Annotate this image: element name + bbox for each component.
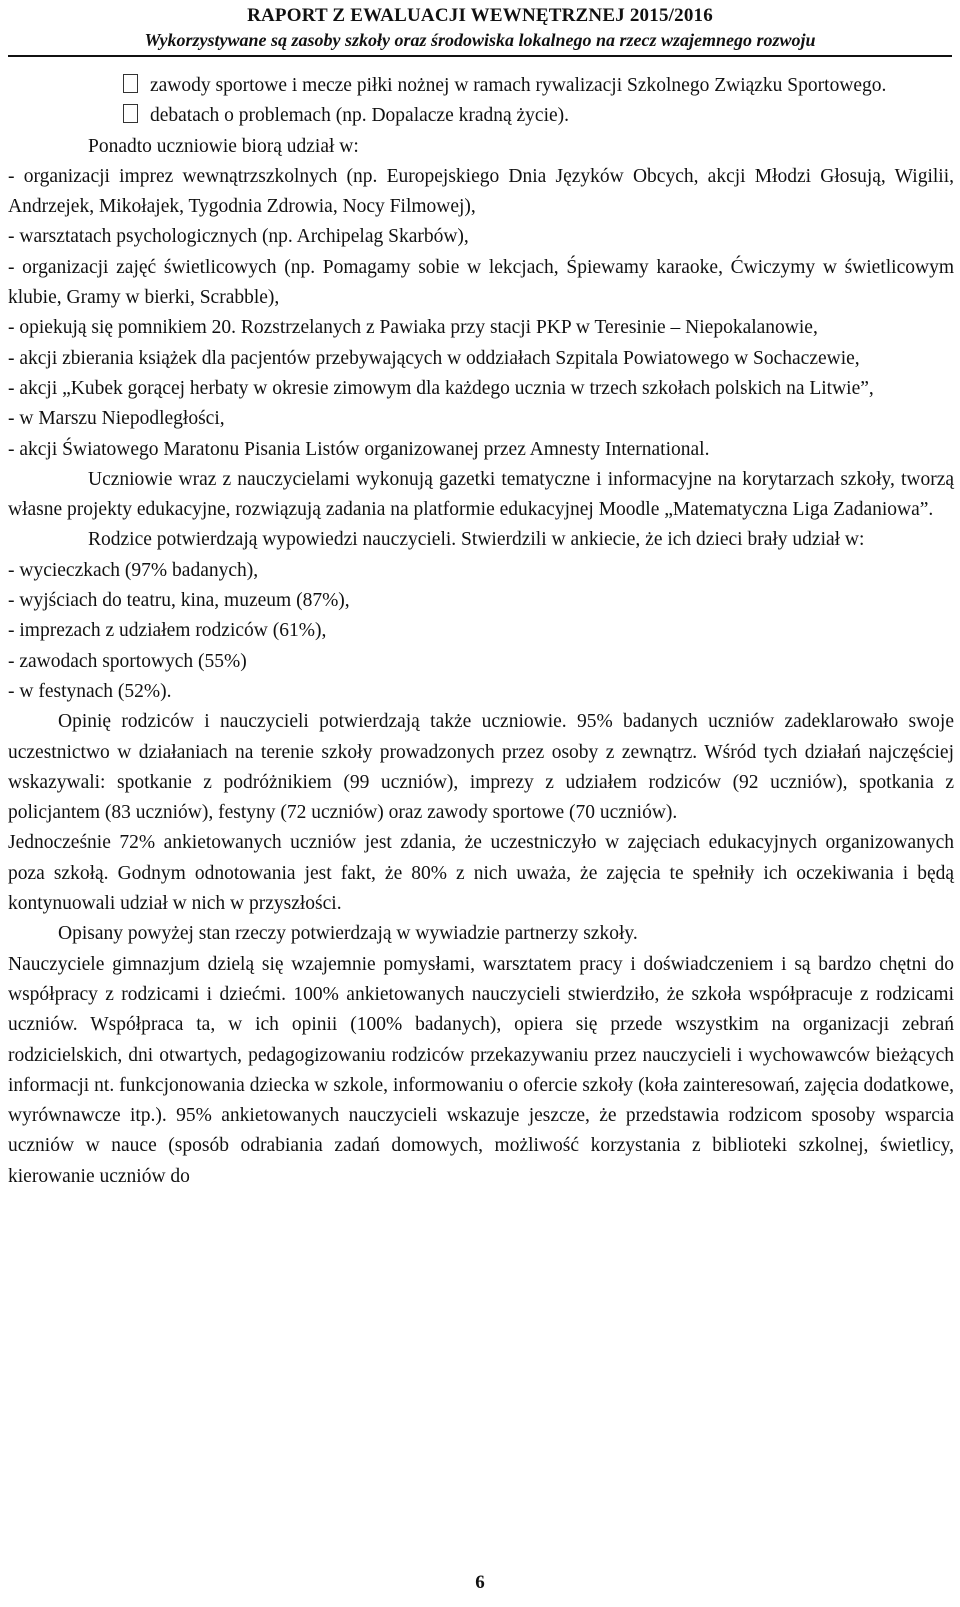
paragraph — [8, 132, 954, 162]
paragraph-text: - w festynach (52%). — [8, 680, 172, 702]
paragraph — [8, 374, 954, 404]
paragraph-text: - imprezach z udziałem rodziców (61%), — [8, 620, 327, 642]
paragraph — [8, 344, 954, 374]
paragraph — [8, 101, 954, 131]
page-header — [0, 4, 960, 52]
checkbox-bullet-icon — [123, 104, 138, 123]
paragraph-text: Jednocześnie 72% ankietowanych uczniów jest zdania, że uczestniczyło w zajęciach edukacyjnych organizowanych poza szkołą. Godnym odnotowania jest fakt, że 80% z nich uważa, że zajęcia te spełniły ich oczekiwania i będą kontynuowali udział w nich w przyszłości. — [8, 832, 954, 915]
paragraph — [8, 950, 954, 1192]
paragraph-text: Nauczyciele gimnazjum dzielą się wzajemnie pomysłami, warsztatem pracy i doświadczeniem i są bardzo chętni do współpracy z rodzicami i dziećmi. 100% ankietowanych nauczycieli stwierdziło, że szkoła współpracuje z rodzicami uczniów. Współpraca ta, w ich opinii (100% badanych), opiera się przede wszystkim na organizacji zebrań rodzicielskich, dni otwartych, pedagogizowaniu rodziców przekazywaniu przez nauczycieli i wychowawców bieżących informacji nt. funkcjonowania dziecka w szkole, informowaniu o ofercie szkoły (koła zainteresowań, zajęcia dodatkowe, wyrównawcze itp.). 95% ankietowanych nauczycieli wskazuje jeszcze, że przedstawia rodzicom sposoby wsparcia uczniów w nauce (sposób odrabiania zadań domowych, możliwość korzystania z biblioteki szkolnej, świetlicy, kierowanie uczniów do — [8, 953, 954, 1187]
paragraph-text: debatach o problemach (np. Dopalacze kradną życie). — [150, 105, 570, 127]
paragraph — [8, 616, 954, 646]
paragraph — [8, 586, 954, 616]
paragraph — [8, 162, 954, 223]
paragraph — [8, 556, 954, 586]
paragraph — [8, 404, 954, 434]
paragraph-text: Opisany powyżej stan rzeczy potwierdzają w wywiadzie partnerzy szkoły. — [58, 923, 638, 945]
paragraph-text: Opinię rodziców i nauczycieli potwierdzają także uczniowie. 95% badanych uczniów zadeklarowało swoje uczestnictwo w działaniach na terenie szkoły prowadzonych przez osoby z zewnątrz. Wśród tych działań najczęściej wskazywali: spotkanie z podróżnikiem (99 uczniów), imprezy z udziałem rodziców (92 uczniów), spotkania z policjantem (83 uczniów), festyny (72 uczniów) oraz zawody sportowe (70 uczniów). — [8, 711, 954, 824]
paragraph-text: - zawodach sportowych (55%) — [8, 650, 247, 672]
report-subtitle: Wykorzystywane są zasoby szkoły oraz środowiska lokalnego na rzecz wzajemnego rozwoju — [144, 30, 816, 50]
paragraph — [8, 919, 954, 949]
paragraph-text: zawody sportowe i mecze piłki nożnej w ramach rywalizacji Szkolnego Związku Sportowego. — [150, 75, 887, 96]
paragraph — [8, 435, 954, 465]
paragraph-text: - warsztatach psychologicznych (np. Archipelag Skarbów), — [8, 226, 469, 248]
paragraph — [8, 465, 954, 526]
paragraph — [8, 313, 954, 343]
paragraph-text: Rodzice potwierdzają wypowiedzi nauczycieli. Stwierdzili w ankiecie, że ich dzieci brały udział w: — [88, 529, 865, 551]
page-number: 6 — [475, 1572, 485, 1593]
document-body — [8, 71, 954, 1192]
paragraph-text: - wyjściach do teatru, kina, muzeum (87%), — [8, 590, 350, 612]
paragraph-text: - organizacji zajęć świetlicowych (np. Pomagamy sobie w lekcjach, Śpiewamy karaoke, Ćwiczymy w świetlicowym klubie, Gramy w bierki, Scrabble), — [8, 256, 954, 309]
paragraph-text: Uczniowie wraz z nauczycielami wykonują gazetki tematyczne i informacyjne na korytarzach szkoły, tworzą własne projekty edukacyjne, rozwiązują zadania na platformie edukacyjnej Moodle „Matematyczna Liga Zadaniowa”. — [8, 468, 954, 521]
paragraph-text: - akcji zbierania książek dla pacjentów przebywających w oddziałach Szpitala Powiatowego w Sochaczewie, — [8, 347, 860, 369]
paragraph — [8, 677, 954, 707]
paragraph-text: - opiekują się pomnikiem 20. Rozstrzelanych z Pawiaka przy stacji PKP w Teresinie – Niepokalanowie, — [8, 317, 818, 339]
checkbox-bullet-icon — [123, 74, 138, 93]
paragraph-text: Ponadto uczniowie biorą udział w: — [88, 135, 359, 157]
paragraph-text: - wycieczkach (97% badanych), — [8, 559, 259, 581]
paragraph — [8, 71, 954, 101]
paragraph-text: - organizacji imprez wewnątrzszkolnych (np. Europejskiego Dnia Języków Obcych, akcji Młodzi Głosują, Wigilii, Andrzejek, Mikołajek, Tygodnia Zdrowia, Nocy Filmowej), — [8, 165, 954, 218]
header-rule — [8, 55, 952, 57]
paragraph-text: - w Marszu Niepodległości, — [8, 408, 225, 430]
report-title: RAPORT Z EWALUACJI WEWNĘTRZNEJ 2015/2016 — [247, 5, 713, 26]
paragraph — [8, 828, 954, 919]
paragraph — [8, 222, 954, 252]
paragraph — [8, 253, 954, 314]
paragraph — [8, 647, 954, 677]
paragraph — [8, 707, 954, 828]
paragraph — [8, 525, 954, 555]
paragraph-text: - akcji „Kubek gorącej herbaty w okresie zimowym dla każdego ucznia w trzech szkołach polskich na Litwie”, — [8, 377, 874, 399]
paragraph-text: - akcji Światowego Maratonu Pisania Listów organizowanej przez Amnesty International. — [8, 438, 710, 460]
